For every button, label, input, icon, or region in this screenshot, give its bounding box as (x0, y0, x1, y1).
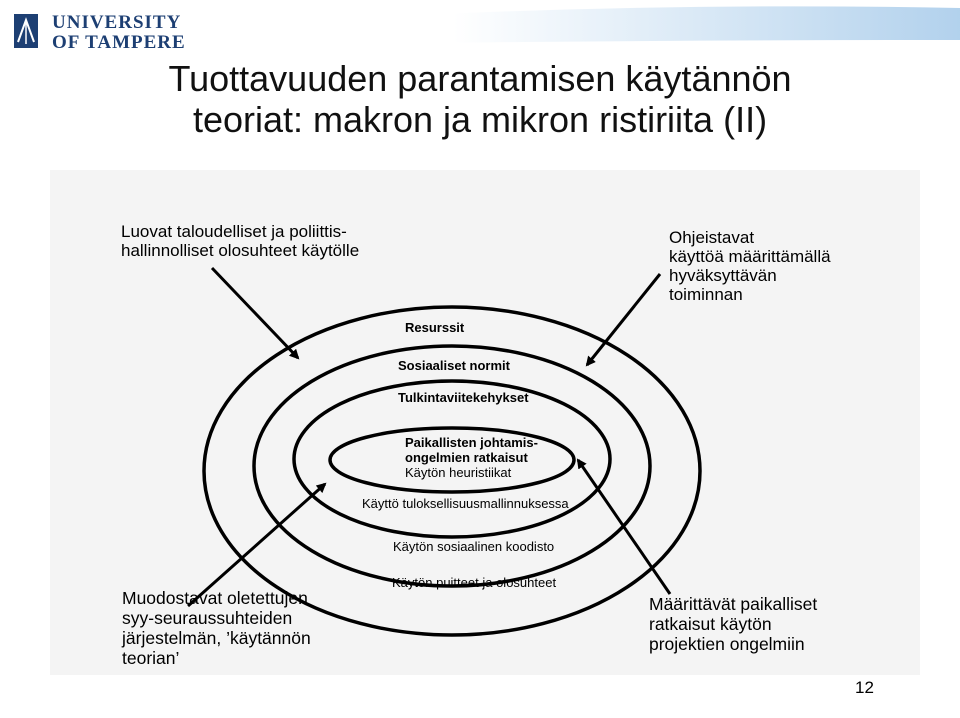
logo-line-2: OF TAMPERE (52, 32, 186, 53)
ring-label-frames: Tulkintaviitekehykset (398, 390, 529, 405)
arrow-top-left (212, 268, 298, 358)
ring-label-conditions: Käytön puitteet ja olosuhteet (392, 575, 557, 590)
title-line-2: teoriat: makron ja mikron ristiriita (II) (192, 99, 768, 140)
ring-label-social-norms: Sosiaaliset normit (398, 358, 510, 373)
bottom-left-caption: Muodostavat oletettujen syy-seuraussuhteiden järjestelmän, ’käytännön teorian’ (122, 588, 311, 668)
page-number: 12 (855, 678, 874, 697)
top-left-caption: Luovat taloudelliset ja poliittis- hallinnolliset olosuhteet käytölle (121, 222, 360, 260)
ring-label-resources: Resurssit (405, 320, 465, 335)
logo-line-1: UNIVERSITY (52, 12, 182, 33)
top-right-caption: Ohjeistavat käyttöä määrittämällä hyväksyttävän toiminnan (669, 228, 831, 304)
arrow-bottom-right (578, 460, 670, 594)
ring-label-social-code: Käytön sosiaalinen koodisto (393, 539, 555, 554)
title-line-1: Tuottavuuden parantamisen käytännön (168, 58, 792, 99)
bottom-right-caption: Määrittävät paikalliset ratkaisut käytön projektien ongelmiin (649, 594, 818, 654)
ring-label-use-in-modelling: Käyttö tuloksellisuusmallinnuksessa (362, 496, 569, 511)
inner-ellipse-text: Paikallisten johtamis- ongelmien ratkaisut Käytön heuristiikat (405, 435, 538, 480)
